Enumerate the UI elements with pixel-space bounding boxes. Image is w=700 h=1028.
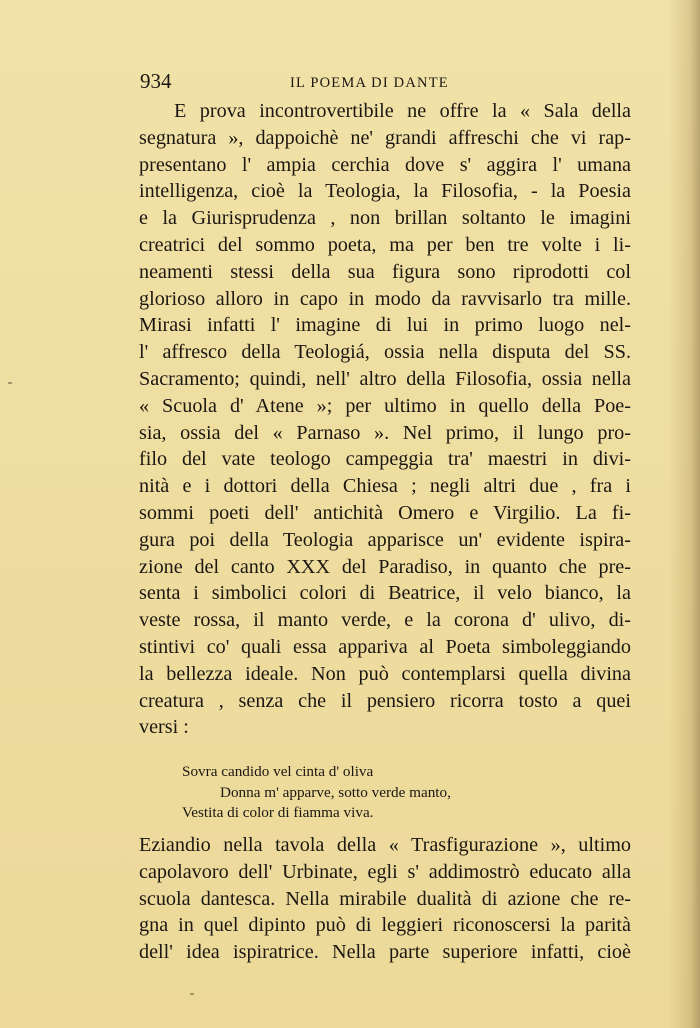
text-line: zione del canto XXX del Paradiso, in quanto che pre- <box>139 555 631 578</box>
text-line: presentano l' ampia cerchia dove s' aggira l' umana <box>139 153 631 176</box>
text-line: Eziandio nella tavola della « Trasfigurazione », ultimo <box>139 834 631 856</box>
text-line: sia, ossia del « Parnaso ». Nel primo, il lungo pro- <box>139 421 631 444</box>
text-line: senta i simbolici colori di Beatrice, il velo bianco, la <box>139 582 631 605</box>
verse-line: Donna m' apparve, sotto verde manto, <box>220 783 451 801</box>
paper-speck <box>190 993 194 995</box>
paragraph-2 <box>139 832 631 966</box>
page-number: 934 <box>140 69 172 93</box>
text-line: « Scuola d' Atene »; per ultimo in quello della Poe- <box>139 394 631 417</box>
text-line: gna in quel dipinto può di leggieri riconoscersi la parità <box>139 914 631 937</box>
verse-quotation <box>182 762 582 824</box>
text-line: stintivi co' quali essa appariva al Poeta simboleggiando <box>139 635 631 658</box>
text-line: segnatura », dappoichè ne' grandi affreschi che vi rap- <box>139 126 631 149</box>
text-line: filo del vate teologo campeggia tra' maestri in divi- <box>139 448 631 471</box>
text-line: glorioso alloro in capo in modo da ravvisarlo tra mille. <box>139 287 631 310</box>
text-line: nità e i dottori della Chiesa ; negli altri due , fra i <box>139 475 631 498</box>
text-line: capolavoro dell' Urbinate, egli s' addimostrò educato alla <box>139 860 631 883</box>
paper-speck <box>8 382 12 384</box>
text-line: la bellezza ideale. Non può contemplarsi quella divina <box>139 662 631 685</box>
text-line: l' affresco della Teologiá, ossia nella disputa del SS. <box>139 341 631 364</box>
paragraph-1 <box>139 98 631 741</box>
text-line: Mirasi infatti l' imagine di lui in primo luogo nel- <box>139 314 631 337</box>
text-line: creatrici del sommo poeta, ma per ben tre volte i li- <box>139 233 631 256</box>
text-line: intelligenza, cioè la Teologia, la Filosofia, - la Poesia <box>139 180 631 203</box>
text-line: gura poi della Teologia apparisce un' evidente ispira- <box>139 528 631 551</box>
text-line: versi : <box>139 716 189 739</box>
text-line: scuola dantesca. Nella mirabile dualità di azione che re- <box>139 887 631 910</box>
text-line: Sacramento; quindi, nell' altro della Filosofia, ossia nella <box>139 367 631 390</box>
text-line: dell' idea ispiratrice. Nella parte superiore infatti, cioè <box>139 941 631 964</box>
text-line: E prova incontrovertibile ne offre la « Sala della <box>174 100 631 122</box>
verse-line: Vestita di color di fiamma viva. <box>182 804 374 821</box>
text-line: creatura , senza che il pensiero ricorra tosto a quei <box>139 689 631 712</box>
text-line: e la Giurisprudenza , non brillan soltanto le imagini <box>139 207 631 230</box>
running-title: IL POEMA DI DANTE <box>290 75 449 91</box>
page-header <box>140 70 632 92</box>
verse-line: Sovra candido vel cinta d' oliva <box>182 763 374 780</box>
text-line: sommi poeti dell' antichità Omero e Virgilio. La fi- <box>139 501 631 524</box>
text-line: veste rossa, il manto verde, e la corona d' ulivo, di- <box>139 609 631 632</box>
text-line: neamenti stessi della sua figura sono riprodotti col <box>139 260 631 283</box>
